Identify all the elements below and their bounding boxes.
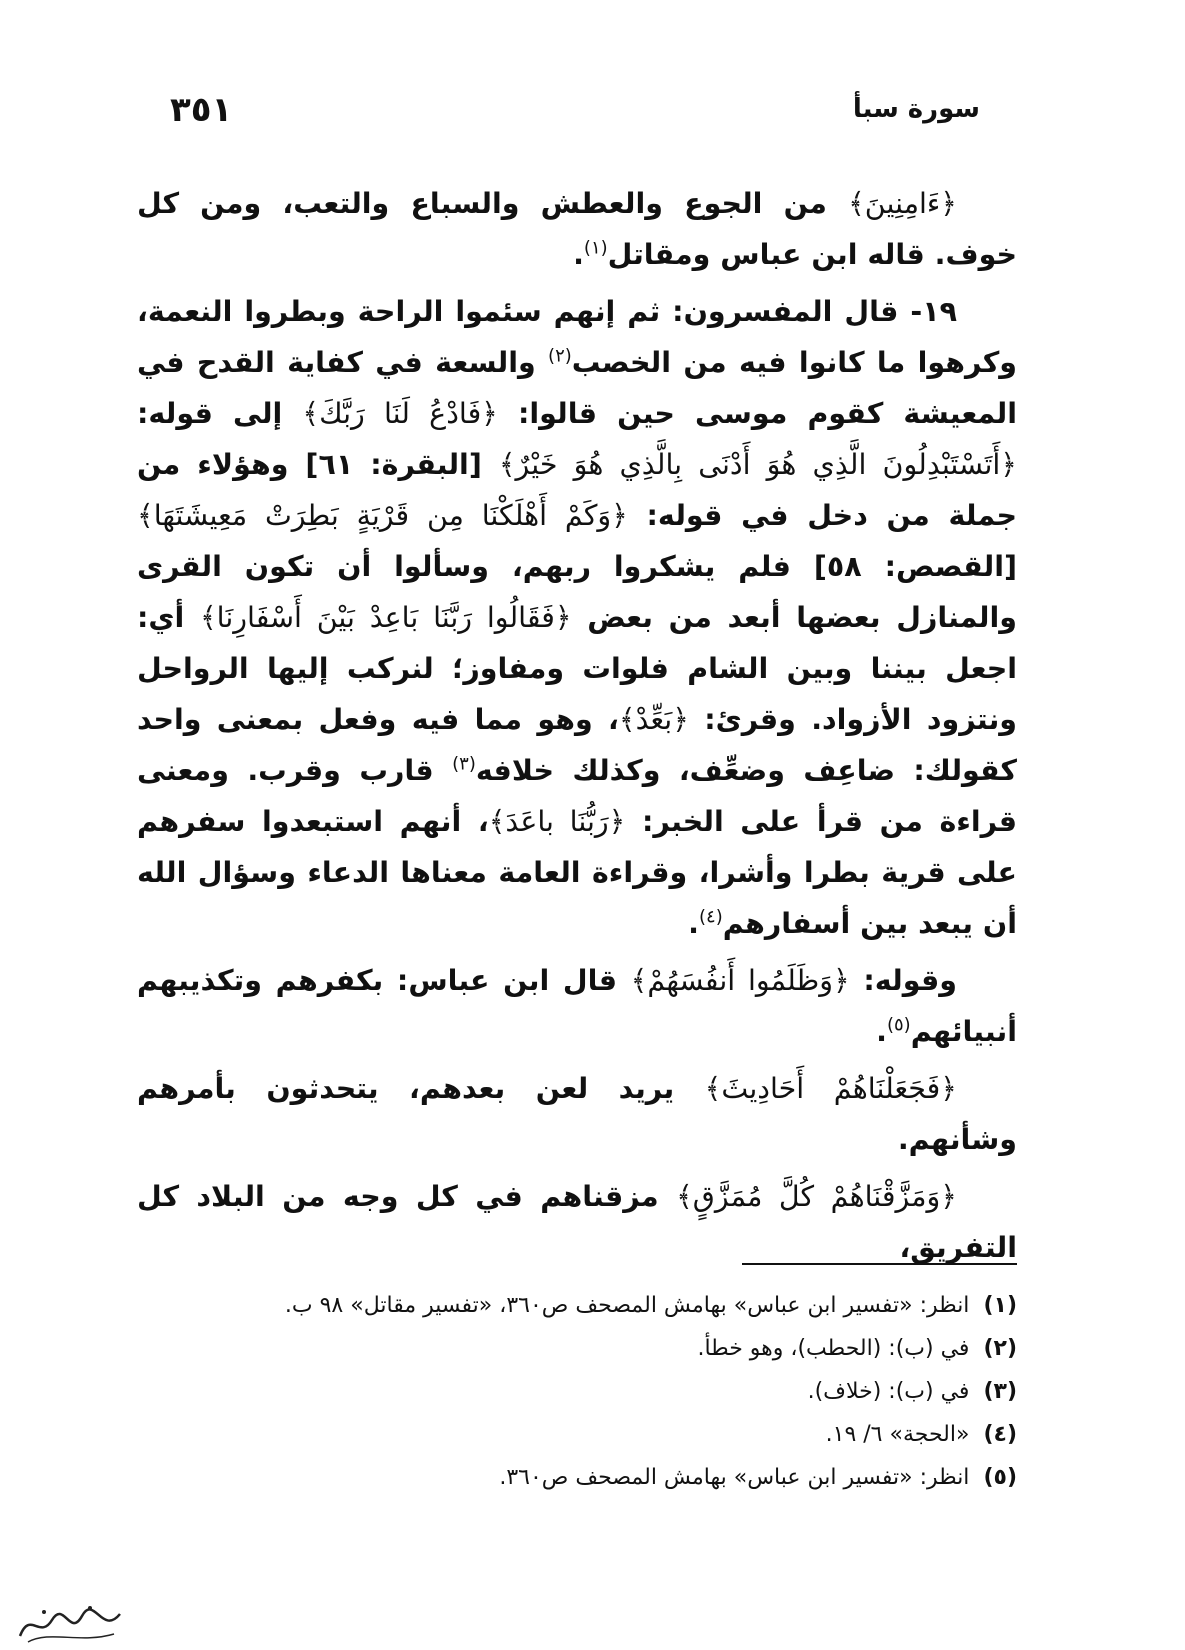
text-run: [البقرة: ٦١] وهؤلاء من جملة من دخل في قوله:	[137, 448, 1018, 532]
footnote-text: «الحجة» ٦/ ١٩.	[825, 1422, 970, 1447]
footnote-number: (١)	[983, 1293, 1017, 1318]
paragraph	[137, 955, 1017, 1057]
text-run: أي: اجعل بيننا وبين الشام فلوات ومفاوز؛ لنركب إليها الرواحل ونتزود الأزواد. وقرئ:	[137, 601, 1017, 736]
publisher-seal-icon	[10, 1600, 130, 1648]
page-number: ٣٥١	[170, 90, 233, 130]
text-run: ، أنهم استبعدوا سفرهم على قرية بطرا وأشرا، وقراءة العامة معناها الدعاء وسؤال الله أن يبعد بين أسفارهم	[137, 805, 1017, 940]
page-header	[170, 90, 980, 130]
footnote-item	[137, 1457, 1017, 1498]
text-run: إلى قوله:	[137, 397, 303, 430]
main-text	[137, 178, 1017, 1279]
quran-quote: ﴿فَادْعُ لَنَا رَبَّكَ﴾	[302, 397, 498, 430]
footnote-number: (٤)	[983, 1422, 1017, 1447]
footnote-divider	[742, 1263, 1017, 1265]
footnote-item	[137, 1285, 1017, 1326]
surah-title: سورة سبأ	[852, 94, 980, 124]
footnote-number: (٣)	[983, 1379, 1017, 1404]
footnote-text: انظر: «تفسير ابن عباس» بهامش المصحف ص٣٦٠.	[499, 1465, 970, 1490]
footnote-text: في (ب): (خلاف).	[807, 1379, 970, 1404]
footnote-number: (٢)	[983, 1336, 1017, 1361]
text-run: .	[876, 1015, 887, 1048]
text-run: [القصص: ٥٨] فلم يشكروا ربهم، وسألوا أن تكون القرى والمنازل بعضها أبعد من بعض	[137, 550, 1017, 634]
text-run: ، وهو مما فيه وفعل بمعنى واحد كقولك: ضاعِف وضعِّف، وكذلك خلافه	[137, 703, 1017, 787]
paragraph	[137, 1171, 1017, 1273]
text-run: قارب وقرب. ومعنى قراءة من قرأ على الخبر:	[137, 754, 1017, 838]
footnote-item	[137, 1328, 1017, 1369]
footnote-item	[137, 1414, 1017, 1455]
paragraph	[137, 178, 1017, 280]
quran-quote: ﴿فَجَعَلْنَاهُمْ أَحَادِيثَ﴾	[704, 1072, 957, 1105]
paragraph	[137, 1063, 1017, 1165]
footnote-ref: (٤)	[699, 906, 723, 928]
text-run: .	[688, 907, 699, 940]
quran-quote: ﴿رَبُّنَا باعَدَ﴾	[488, 805, 626, 838]
text-run: من الجوع والعطش والسباع والتعب، ومن كل خوف. قاله ابن عباس ومقاتل	[137, 187, 1017, 271]
quran-quote: ﴿أَتَسْتَبْدِلُونَ الَّذِي هُوَ أَدْنَى بِالَّذِي هُوَ خَيْرٌ﴾	[498, 448, 1017, 481]
footnote-ref: (٣)	[452, 753, 476, 775]
footnote-text: انظر: «تفسير ابن عباس» بهامش المصحف ص٣٦٠، «تفسير مقاتل» ٩٨ ب.	[284, 1293, 970, 1318]
quran-quote: ﴿ءَامِنِينَ﴾	[848, 187, 957, 220]
quran-quote: ﴿وَمَزَّقْنَاهُمْ كُلَّ مُمَزَّقٍ﴾	[676, 1180, 957, 1213]
footnotes	[137, 1285, 1017, 1500]
footnote-ref: (٢)	[548, 345, 572, 367]
text-run: يريد لعن بعدهم، يتحدثون بأمرهم وشأنهم.	[137, 1072, 1017, 1156]
text-run: .	[573, 238, 584, 271]
quran-quote: ﴿بَعِّدْ﴾	[618, 703, 689, 736]
footnote-item	[137, 1371, 1017, 1412]
text-run: والسعة في كفاية القدح في المعيشة كقوم موسى حين قالوا:	[137, 346, 1017, 430]
footnote-ref: (١)	[583, 237, 608, 259]
quran-quote: ﴿وَظَلَمُوا أَنفُسَهُمْ﴾	[630, 964, 850, 997]
text-run: قال ابن عباس: بكفرهم وتكذيبهم أنبيائهم	[137, 964, 1017, 1048]
text-run: مزقناهم في كل وجه من البلاد كل التفريق،	[137, 1180, 1017, 1264]
quran-quote: ﴿فَقَالُوا رَبَّنَا بَاعِدْ بَيْنَ أَسْفَارِنَا﴾	[199, 601, 572, 634]
footnote-text: في (ب): (الحطب)، وهو خطأ.	[697, 1336, 970, 1361]
footnote-number: (٥)	[983, 1465, 1017, 1490]
text-run: ١٩- قال المفسرون: ثم إنهم سئموا الراحة وبطروا النعمة، وكرهوا ما كانوا فيه من الخصب	[137, 295, 1017, 379]
text-run: وقوله:	[849, 964, 957, 997]
quran-quote: ﴿وَكَمْ أَهْلَكْنَا مِن قَرْيَةٍ بَطِرَتْ مَعِيشَتَهَا﴾	[137, 499, 628, 532]
footnote-ref: (٥)	[886, 1014, 911, 1036]
paragraph	[137, 286, 1017, 949]
